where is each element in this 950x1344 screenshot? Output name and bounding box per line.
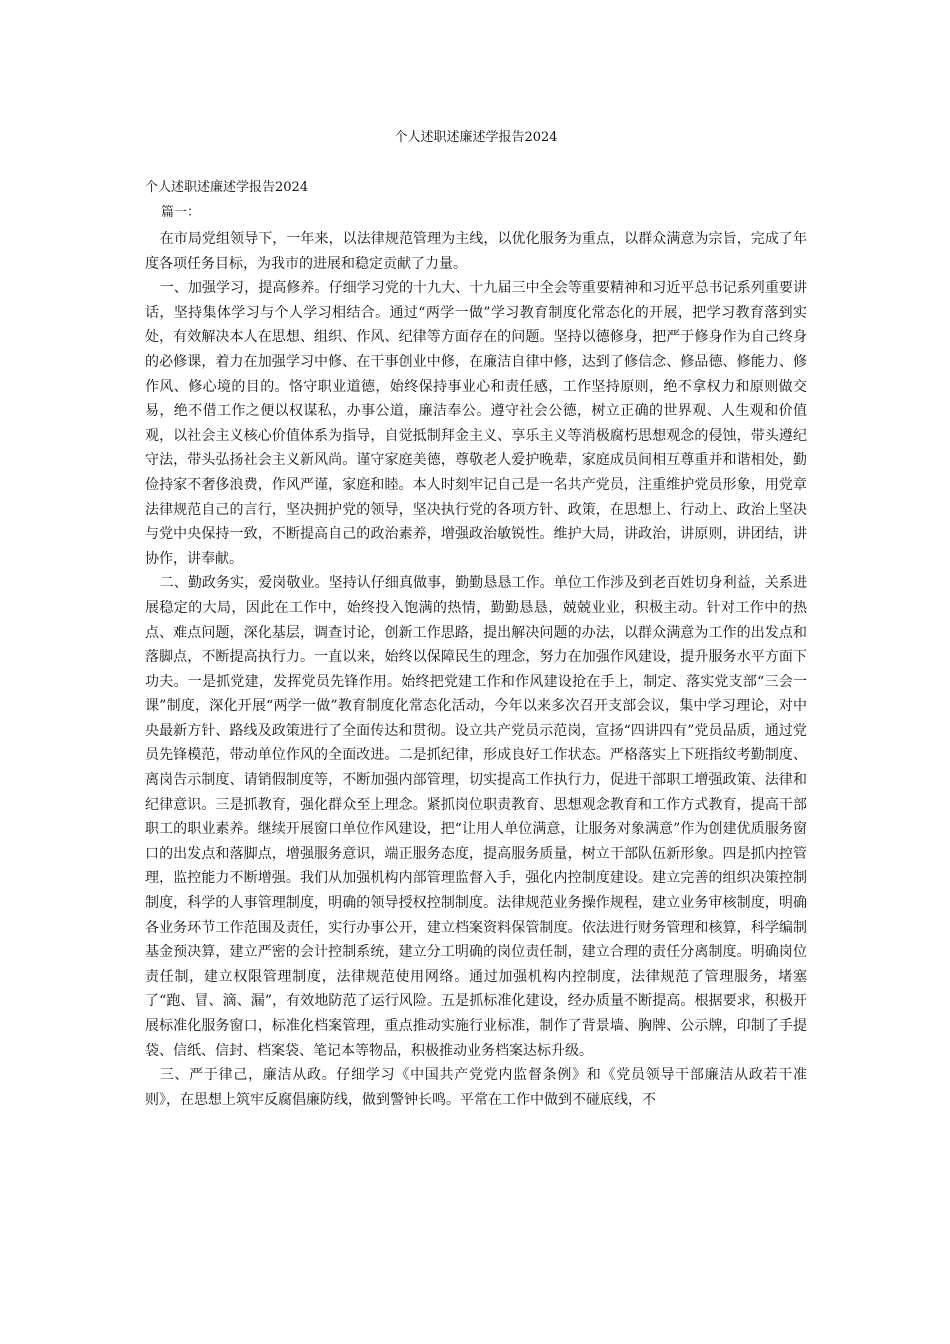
document-subtitle: 个人述职述廉述学报告2024	[145, 180, 309, 195]
paragraph-integrity: 三、严于律己，廉洁从政。仔细学习《中国共产党党内监督条例》和《党员领导干部廉洁从政若干准则》，在思想上筑牢反腐倡廉防线，做到警钟长鸣。平常在工作中做到不碰底线，不	[145, 1067, 807, 1108]
paragraph-study: 一、加强学习，提高修养。仔细学习党的十九大、十九届三中全会等重要精神和习近平总书记系列重要讲话，坚持集体学习与个人学习相结合。通过“两学一做”学习教育制度化常态化的开展，把学习教育落到实处，有效解决本人在思想、组织、作风、纪律等方面存在的问题。坚持以德修身，把严于修身作为自己终身的必修课，着力在加强学习中修、在干事创业中修，在廉洁自律中修，达到了修信念、修品德、修能力、修作风、修心境的目的。恪守职业道德，始终保持事业心和责任感，工作坚持原则，绝不拿权力和原则做交易，绝不借工作之便以权谋私，办事公道，廉洁奉公。遵守社会公德，树立正确的世界观、人生观和价值观，以社会主义核心价值体系为指导，自觉抵制拜金主义、享乐主义等消极腐朽思想观念的侵蚀，带头遵纪守法，带头弘扬社会主义新风尚。谨守家庭美德，尊敬老人爱护晚辈，家庭成员间相互尊重并和谐相处，勤俭持家不奢侈浪费，作风严谨，家庭和睦。本人时刻牢记自己是一名共产党员，注重维护党员形象，用党章法律规范自己的言行，坚决拥护党的领导，坚决执行党的各项方针、政策，在思想上、行动上、政治上坚决与党中央保持一致，不断提高自己的政治素养，增强政治敏锐性。维护大局，讲政治，讲原则，讲团结，讲协作，讲奉献。	[145, 280, 807, 567]
document-body	[145, 227, 807, 1112]
paragraph-diligence: 二、勤政务实，爱岗敬业。坚持认仔细真做事，勤勤恳恳工作。单位工作涉及到老百姓切身利益，关系进展稳定的大局，因此在工作中，始终投入饱满的热情，勤勤恳恳，兢兢业业，积极主动。针对工作中的热点、难点问题，深化基层，调查讨论，创新工作思路，提出解决问题的办法，以群众满意为工作的出发点和落脚点，不断提高执行力。一直以来，始终以保障民生的理念，努力在加强作风建设，提升服务水平方面下功夫。一是抓党建，发挥党员先锋作用。始终把党建工作和作风建设抢在手上，制定、落实党支部“三会一课”制度，深化开展“两学一做”教育制度化常态化活动，今年以来多次召开支部会议，集中学习理论，对中央最新方针、路线及政策进行了全面传达和贯彻。设立共产党员示范岗，宣扬“四讲四有”党员品质，通过党员先锋模范，带动单位作风的全面改进。二是抓纪律，形成良好工作状态。严格落实上下班指纹考勤制度、离岗告示制度、请销假制度等，不断加强内部管理，切实提高工作执行力，促进干部职工增强政策、法律和纪律意识。三是抓教育，强化群众至上理念。紧抓岗位职责教育、思想观念教育和工作方式教育，提高干部职工的职业素养。继续开展窗口单位作风建设，把“让用人单位满意，让服务对象满意”作为创建优质服务窗口的出发点和落脚点，增强服务意识，端正服务态度，提高服务质量，树立干部队伍新形象。四是抓内控管理，监控能力不断增强。我们从加强机构内部管理监督入手，强化内控制度建设。建立完善的组织决策控制制度，科学的人事管理制度，明确的领导授权控制制度。法律规范业务操作规程，建立业务审核制度，明确各业务环节工作范围及责任，实行办事公开，建立档案资料保管制度。依法进行财务管理和核算，科学编制基金预决算，建立严密的会计控制系统，建立分工明确的岗位责任制，建立合理的责任分离制度。明确岗位责任制，建立权限管理制度，法律规范使用网络。通过加强机构内控制度，法律规范了管理服务，堵塞了“跑、冒、滴、漏”，有效地防范了运行风险。五是抓标准化建设，经办质量不断提高。根据要求，积极开展标准化服务窗口，标准化档案管理，重点推动实施行业标准，制作了背景墙、胸牌、公示牌，印制了手提袋、信纸、信封、档案袋、笔记本等物品，积极推动业务档案达标升级。	[145, 575, 807, 1059]
paragraph-intro: 在市局党组领导下，一年来，以法律规范管理为主线，以优化服务为重点，以群众满意为宗旨，完成了年度各项任务目标，为我市的进展和稳定贡献了力量。	[145, 231, 807, 272]
document-title: 个人述职述廉述学报告2024	[394, 130, 558, 145]
section-label: 篇一：	[161, 205, 201, 220]
